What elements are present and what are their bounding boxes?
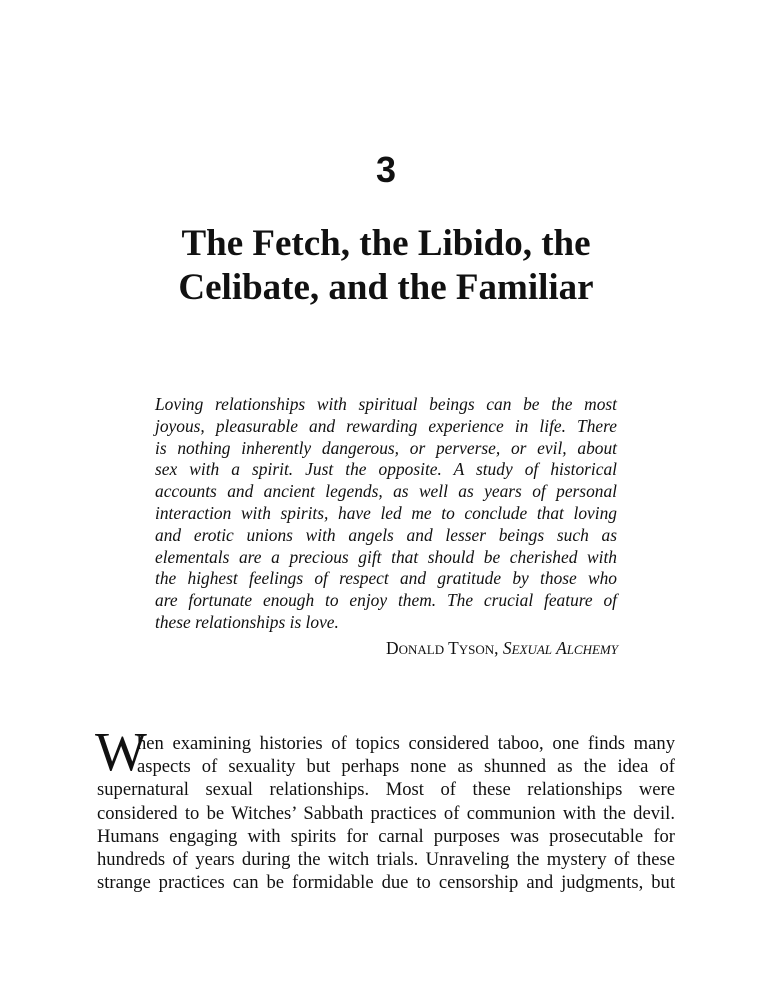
- epigraph-line: elementals are a precious gift that should be cherished with: [155, 546, 617, 567]
- epigraph-line: accounts and ancient legends, as well as years of personal: [155, 481, 617, 502]
- attribution-separator: ,: [494, 638, 503, 658]
- body-line: Humans engaging with spirits for carnal purposes was prosecutable for: [97, 825, 675, 847]
- epigraph-line: is nothing inherently dangerous, or perverse, or evil, about: [155, 437, 617, 458]
- epigraph-attribution: [155, 637, 618, 661]
- epigraph-line: the highest feelings of respect and gratitude by those who: [155, 568, 617, 589]
- chapter-title: [0, 222, 772, 310]
- chapter-title-line: The Fetch, the Libido, the: [181, 223, 591, 264]
- epigraph-line: these relationships is love.: [155, 611, 339, 632]
- epigraph-line: Loving relationships with spiritual beings can be the most: [155, 394, 617, 414]
- body-line: hen examining histories of topics considered taboo, one finds many: [137, 733, 675, 754]
- epigraph-line: joyous, pleasurable and rewarding experience in life. There: [155, 415, 617, 436]
- chapter-title-line: Celibate, and the Familiar: [178, 267, 594, 308]
- work-title: SEXUAL ALCHEMY: [502, 638, 618, 658]
- body-line: supernatural sexual relationships. Most of these relationships were: [97, 779, 675, 801]
- drop-cap: W: [95, 721, 147, 782]
- body-line: aspects of sexuality but perhaps none as shunned as the idea of: [137, 756, 675, 778]
- epigraph-line: interaction with spirits, have led me to conclude that loving: [155, 502, 617, 523]
- body-line: hundreds of years during the witch trials. Unraveling the mystery of these: [97, 849, 675, 871]
- epigraph-line: are fortunate enough to enjoy them. The crucial feature of: [155, 590, 617, 611]
- author-name: DONALD TYSON: [386, 638, 495, 658]
- epigraph-line: and erotic unions with angels and lesser beings such as: [155, 524, 617, 545]
- epigraph-quote: [155, 394, 617, 634]
- body-paragraph: [97, 732, 675, 894]
- body-line: strange practices can be formidable due to censorship and judgments, but: [97, 872, 675, 894]
- body-line: considered to be Witches’ Sabbath practices of communion with the devil.: [97, 802, 675, 824]
- chapter-number: 3: [375, 149, 397, 190]
- epigraph-line: sex with a spirit. Just the opposite. A study of historical: [155, 459, 617, 480]
